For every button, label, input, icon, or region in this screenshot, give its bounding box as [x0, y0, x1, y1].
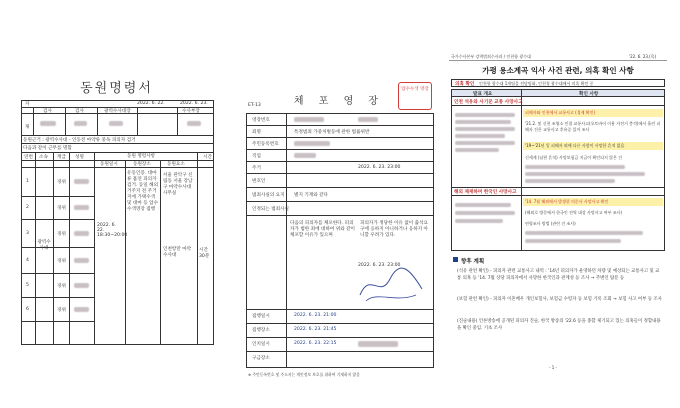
- redacted-text: [525, 239, 621, 243]
- section-1-item: 신세계 (남편 흔적) 사망보험금 지급이 확인되지 않은 건: [525, 155, 623, 160]
- document-title: 체 포 영 장: [293, 96, 385, 107]
- signature-scribble: [356, 265, 426, 305]
- redacted-name: [74, 258, 89, 263]
- row-no: 1: [26, 179, 29, 184]
- date-right: 2022. 6. 23.: [180, 101, 208, 106]
- clause-1: 다음의 피의자를 체포한다. 피의자가 범한 죄에 대하여 위와 같이 체포할 이유가 있으며: [290, 221, 355, 238]
- redacted-name: [74, 231, 89, 236]
- exec-date: 2022. 6. 23. 22:15: [294, 341, 337, 346]
- th-time: 시간: [203, 155, 212, 160]
- seal-stamp: 압수수색 영장: [398, 82, 432, 110]
- date-top: 2022. 6. 22.: [137, 101, 165, 106]
- redacted-text: [455, 211, 515, 215]
- redacted-text: [455, 134, 505, 138]
- briefing-document: [449, 53, 667, 375]
- th-no: 연번: [24, 155, 33, 160]
- redacted-text: [525, 172, 645, 176]
- redacted-value: [294, 117, 324, 122]
- row-no: 4: [26, 258, 29, 263]
- col-b-header: 확인 사항: [579, 91, 599, 97]
- redacted-name: [74, 205, 89, 210]
- redacted-name: [74, 283, 89, 288]
- arrest-warrant-document: [238, 79, 440, 381]
- redacted-text: [525, 231, 643, 235]
- th-rank: 계급: [57, 155, 66, 160]
- th-orders: 동원 명령사항: [127, 154, 156, 159]
- charge: 특정범죄 가중처벌등에 관한 법률위반: [294, 130, 370, 135]
- label-ja: 자: [25, 102, 30, 107]
- label-je: 제: [25, 125, 30, 130]
- section-2-title: 해외 체재하며 한국인 사망사고: [454, 190, 517, 195]
- place-cell: 서울 관악구 신림동 서울 강남구 마약수사대 사무실: [163, 173, 193, 196]
- header-right: '22. 6. 23.(목): [629, 54, 657, 59]
- redacted-text: [455, 141, 515, 145]
- exec-date: 2022. 6. 23. 21:00: [294, 313, 337, 318]
- redacted-value: [358, 341, 398, 347]
- mobilization-order-document: [17, 51, 216, 363]
- plan-bullet-icon: [453, 257, 458, 262]
- redacted-text: [455, 120, 511, 124]
- rank-cell: 경위: [57, 259, 66, 264]
- redacted-text: [525, 165, 625, 169]
- redacted-name: [109, 121, 123, 126]
- row-no: 6: [26, 307, 29, 312]
- footer-note: ※ 주민등록번호 및 주소지는 개인정보 보호를 위하여 기재하지 않음: [248, 372, 360, 377]
- sub-text: 인천항 광수대 1개팀을 전담팀화, 인천청 광수대에서 의혹 확인 중: [479, 80, 594, 86]
- exec-label: 집행일시: [252, 314, 270, 319]
- page-footer: - 1 -: [549, 365, 557, 370]
- exec-label: 집행장소: [252, 328, 270, 333]
- section-1-item: '19~'21년 일 피해자 외에 다른 사람이 사망한 흔적 없음: [525, 143, 625, 148]
- page-number: ET-13: [248, 103, 261, 108]
- redacted-text: [455, 219, 503, 223]
- redacted-value: [294, 153, 316, 158]
- row-label: 직업: [252, 154, 261, 159]
- clause-2: 피의자가 정당한 이유 없이 출석요구에 응하지 아니하거나 응하지 아니할 우려가 있다.: [360, 221, 428, 238]
- row-label: 주거: [252, 166, 261, 171]
- header-col-2: 검사: [75, 108, 84, 114]
- plan-item: (보험 관련 확인) - 피의자 이혼배우 개인보험사, 보험금 수령자 등 보험 기록 조회 → 보험 사고 여부 등 조사: [457, 297, 662, 302]
- datetime-cell: 2022. 6. 22. 18:30~20:00: [97, 223, 128, 238]
- th-dept: 소속: [39, 155, 48, 160]
- plan-item: (석유 관련 확인) - 피의자 관련 교통사고 내역 : '14년 피의자가 운영하던 차량 및 예상되는 교통사고 및 교통 의혹 등 '14. 7월 상당 피의자에서 사망한 한국인과 관계성 등 조사 → 주변인 탐문 등: [457, 269, 660, 281]
- header-left: 국가수사본부 강력범죄수사과 / 인천항 광수대: [451, 54, 531, 59]
- sub-header-2: 동원장소: [133, 162, 151, 167]
- row-label: 변호인: [252, 179, 266, 184]
- col-a-header: 발표 개요: [473, 91, 493, 97]
- unit-cell: 인천항만 마약수사대: [163, 247, 192, 258]
- redacted-text: [455, 127, 515, 131]
- orders-cell: 유동인증. 대마류 흡연 피의자 검거. 동일 해외거주지 전 주거지에 가택수색 및 대마 등 압수수색영장 집행: [127, 171, 159, 212]
- plan-title: 향후 계획: [461, 259, 485, 265]
- rank-cell: 경위: [57, 308, 66, 313]
- redacted-text: [455, 148, 499, 152]
- date-value: 2022. 6. 23. 23:00: [358, 165, 401, 170]
- rank-cell: 경위: [57, 206, 66, 211]
- redacted-text: [455, 203, 511, 207]
- plan-item: (진술내용) 언론방송에 공개된 피의자 진술, 한국 방송의 '22.6 등을 종합 제기되고 있는 의혹들이 정합내용을 확인 중임. 기초 조사: [457, 319, 661, 331]
- section-2-item: '14. 7월 해외에서 발생한 의문사 사망사고 확인: [525, 199, 609, 204]
- rank-cell: 경위: [57, 180, 66, 185]
- redacted-value: [358, 117, 378, 122]
- redacted-name: [74, 179, 89, 184]
- th-name: 성명: [75, 155, 84, 160]
- redacted-name: [40, 121, 56, 126]
- issue-date: 2022. 6. 23. 23:00: [358, 263, 401, 268]
- header-col-1: 검사: [43, 108, 52, 114]
- valid-text: 별지 기재와 같다: [294, 193, 328, 198]
- section-2-item: (해외로 방문에서 한국인 전역 대상 사망사고 여부 조사): [525, 210, 623, 215]
- warrant-table: [246, 113, 434, 368]
- exec-label: 구금장소: [252, 356, 270, 361]
- exec-date: 2022. 6. 23. 21:45: [294, 327, 337, 332]
- exec-label: 인치일시: [252, 342, 270, 347]
- row-label: 인정되는 범죄사실: [252, 207, 289, 212]
- redacted-name: [74, 307, 89, 312]
- redacted-text: [525, 179, 615, 183]
- sub-label: 의혹 확인: [455, 81, 475, 87]
- section-1-item: '21.2. 및 신천 조영소 인접 교통사고(오토바이 이용 자전거 충격)에서 흘린 피해자 건은 교통사고 후유증 있어 조사: [525, 121, 661, 132]
- section-1-item: 피해자와 인천에서 교통사고 (경제 확인): [525, 110, 596, 115]
- document-title: 가평 용소계곡 익사 사건 관련, 의혹 확인 사항: [482, 66, 634, 75]
- sub-header-1: 동원일시: [100, 162, 118, 167]
- dept-cell: 광역수사대: [37, 240, 51, 251]
- section-2-item: 연령조사 방법 (관련 건 조사): [525, 221, 576, 226]
- row-label: 죄명: [252, 130, 261, 135]
- rank-cell: 경위: [57, 284, 66, 289]
- time-cell: 시간 30분: [199, 248, 210, 259]
- header-col-4: 수사부장: [182, 108, 200, 114]
- sub-header-3: 동원요소: [167, 162, 185, 167]
- mobilize-reason: 동원근거 : 광역수사대 - 인동전 마약류 중독 피의자 검거: [23, 138, 136, 143]
- row-no: 5: [26, 283, 29, 288]
- row-no: 3: [26, 231, 29, 236]
- row-no: 2: [26, 205, 29, 210]
- rank-cell: 경위: [57, 232, 66, 237]
- section-1-title: 인천 석유와 사기꾼 교통 사망사고: [454, 100, 523, 105]
- row-label: 주민등록번호: [252, 142, 279, 147]
- redacted-value: [294, 141, 330, 146]
- document-title: 동원명령서: [80, 81, 153, 96]
- header-col-3: 광역수사대장: [104, 108, 131, 114]
- row-label: 영장번호: [252, 118, 270, 123]
- mobilize-note: 다음과 같이 근무를 명함: [23, 146, 72, 151]
- redacted-name: [187, 121, 201, 126]
- redacted-name: [74, 121, 87, 126]
- redacted-text: [455, 113, 515, 117]
- row-label: 범죄사실의 요지: [252, 193, 285, 198]
